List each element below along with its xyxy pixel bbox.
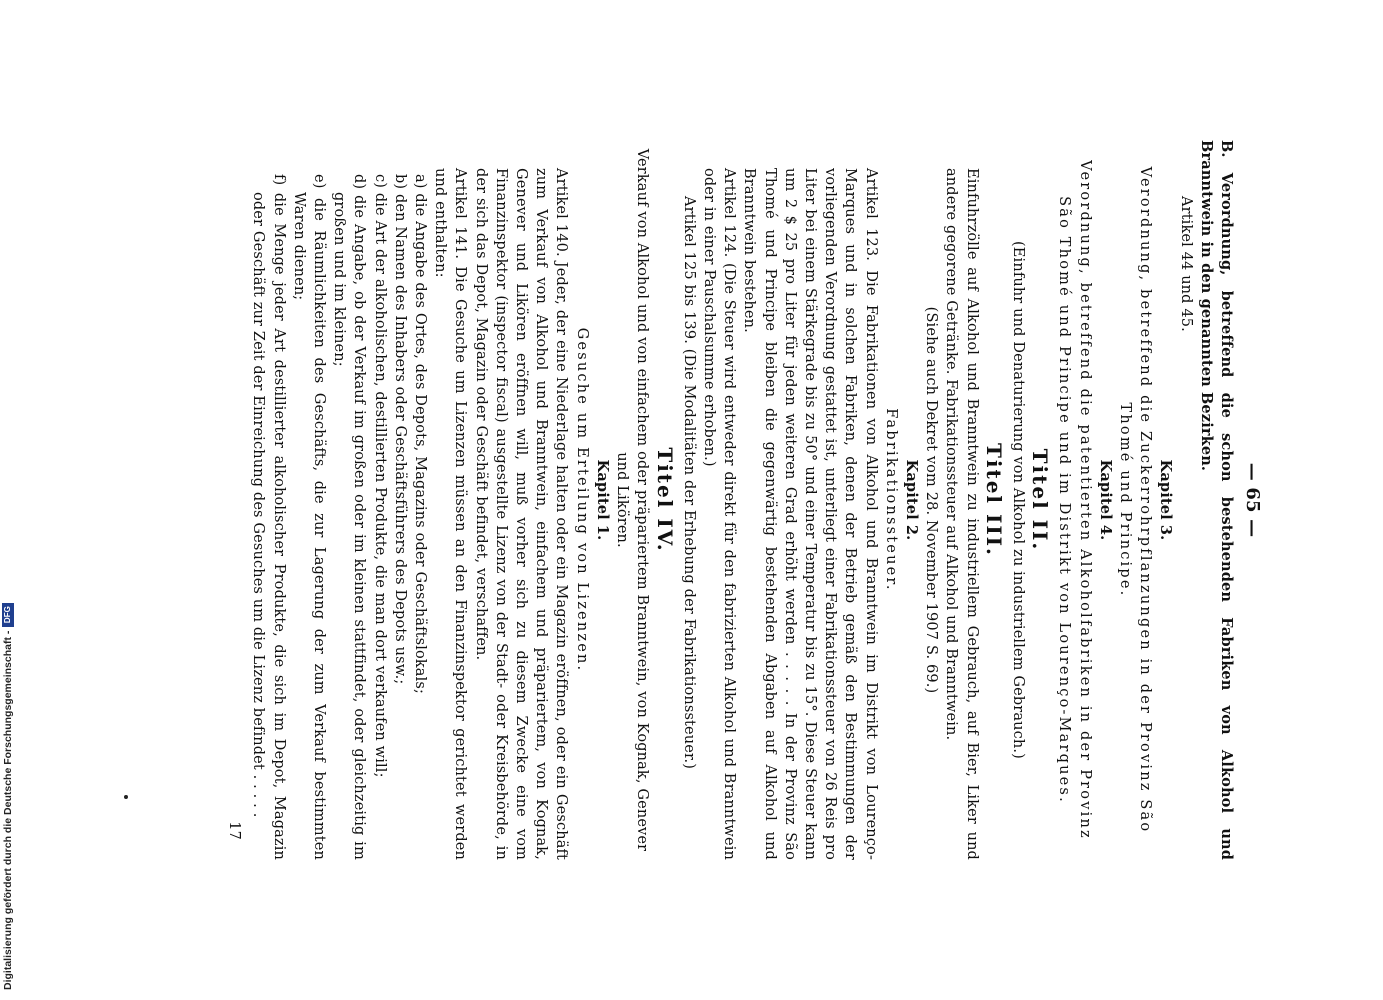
kapitel-3-text: Verordnung, betreffend die Zuckerrohrpflanzungen in der Provinz São Thomé und Principe. (1116, 166, 1154, 834)
list-item: d) die Angabe, ob der Verkauf im großen oder im kleinen stattfindet, oder gleichzeitig im großen und im kleinen; (331, 174, 368, 860)
list-item: b) den Namen des Inhabers oder Geschäftsführers des Depots usw.; (391, 174, 408, 685)
list-item: c) die Art der alkoholischen, destillierten Produkte, die man dort verkaufen will; (371, 174, 388, 778)
page-number: — 65 — (1242, 462, 1263, 538)
printer-signature: 17 (226, 821, 243, 840)
list-item: a) die Angabe des Ortes, des Depots, Magazins oder Geschäftslokals; (412, 174, 429, 695)
titel-2-heading: Titel II. (1028, 448, 1053, 552)
article-124: Artikel 124. (Die Steuer wird entweder direkt für den fabrizierten Alkohol und Branntwein oder in einer Pauschalsumme erhoben.) (700, 168, 738, 860)
titel-4-heading: Titel IV. (652, 447, 677, 553)
article-44-45: Artikel 44 und 45. (1177, 196, 1194, 332)
article-123: Artikel 123. Die Fabrikationen von Alkohol und Branntwein im Distrikt von Lourenço-Marques und in solchen Fabriken, denen der Betrieb gemäß den Bestimmungen der vorliegenden Verordnung gestattet ist, unterliegt einer Fabrikationssteuer von 26 Reis pro Liter bei einem Stärkegrade bis zu 50° und einer Temperatur bis zu 15°. Diese Steuer kann um 2 $ 25 pro Liter für jeden weiteren Grad erhöht werden . . . . . In der Provinz São Thomé und Principe bleiben die gegenwärtig bestehenden Abgaben auf Alkohol und Branntwein bestehen. (741, 168, 879, 860)
article-140: Artikel 140. Jeder, der eine Niederlage halten oder ein Magazin eröffnen, oder ein Geschäft zum Verkauf von Alkohol und Branntwein, einfachem und präpariertem, von Kognak, Genever und Likören eröffnen will, muß vorher sich zu diesem Zwecke eine vom Finanzinspektor (inspector fiscal) ausgestellte Lizenz von der Stadt- oder Kreisbehörde, in der sich das Depot, Magazin oder Geschäft befindet, verschaffen. (472, 168, 570, 860)
credit-text: Digitalisierung gefördert durch die Deutsche Forschungsgemeinschaft - (2, 630, 14, 990)
kapitel-4-heading: Kapitel 4. (1096, 459, 1114, 541)
kapitel-1-subtitle: Gesuche um Erteilung von Lizenzen. (573, 327, 590, 673)
kapitel-4-text: Verordnung, betreffend die patentierten Alkoholfabriken in der Provinz São Thomé und Principe und im Distrikt von Lourenço-Marques. (1056, 160, 1093, 840)
titel-4-text: Verkauf von Alkohol und von einfachem oder präpariertem Branntwein, von Kognak, Genever und Likören. (614, 148, 651, 852)
dfg-logo-icon: DFG (2, 603, 14, 627)
kapitel-2-heading: Kapitel 2. (902, 459, 920, 541)
list-item: e) die Räumlichkeiten des Geschäfts, die zur Lagerung der zum Verkauf bestimmten Waren dienen; (290, 174, 328, 860)
titel-3-text: Einfuhrzölle auf Alkohol und Branntwein zu industriellem Gebrauch, auf Bier, Liker und andere gegorene Getränke. Fabrikationssteuer auf Alkohol und Branntwein. (943, 168, 980, 860)
titel-2-subtitle: (Einfuhr und Denaturierung von Alkohol zu industriellem Gebrauch.) (1009, 241, 1026, 759)
titel-3-heading: Titel III. (981, 442, 1006, 558)
list-item: f) die Menge jeder Art destillierter alkoholischer Produkte, die sich im Depot, Magazin oder Geschäft zur Zeit der Einreichung des Gesuches um die Lizenz befindet . . . . . (250, 174, 287, 860)
document-page (212, 140, 1262, 860)
article-125-139: Artikel 125 bis 139. (Die Modalitäten der Erhebung der Fabrikationssteuer.) (680, 196, 697, 770)
article-141: Artikel 141. Die Gesuche um Lizenzen müssen an den Finanzinspektor gerichtet werden und enthalten: (432, 168, 469, 860)
kapitel-2-subtitle: Fabrikationssteuer. (882, 408, 899, 592)
section-b-heading: B. Verordnung, betreffend die schon bestehenden Fabriken von Alkohol und Branntwein in den genannten Bezirken. (1197, 140, 1235, 860)
titel-3-reference: (Siehe auch Dekret vom 28. November 1907 S. 69.) (923, 306, 940, 694)
kapitel-1-heading: Kapitel 1. (593, 459, 611, 541)
digitization-credit (2, 603, 14, 990)
kapitel-3-heading: Kapitel 3. (1157, 459, 1175, 541)
speck-mark (124, 795, 128, 799)
